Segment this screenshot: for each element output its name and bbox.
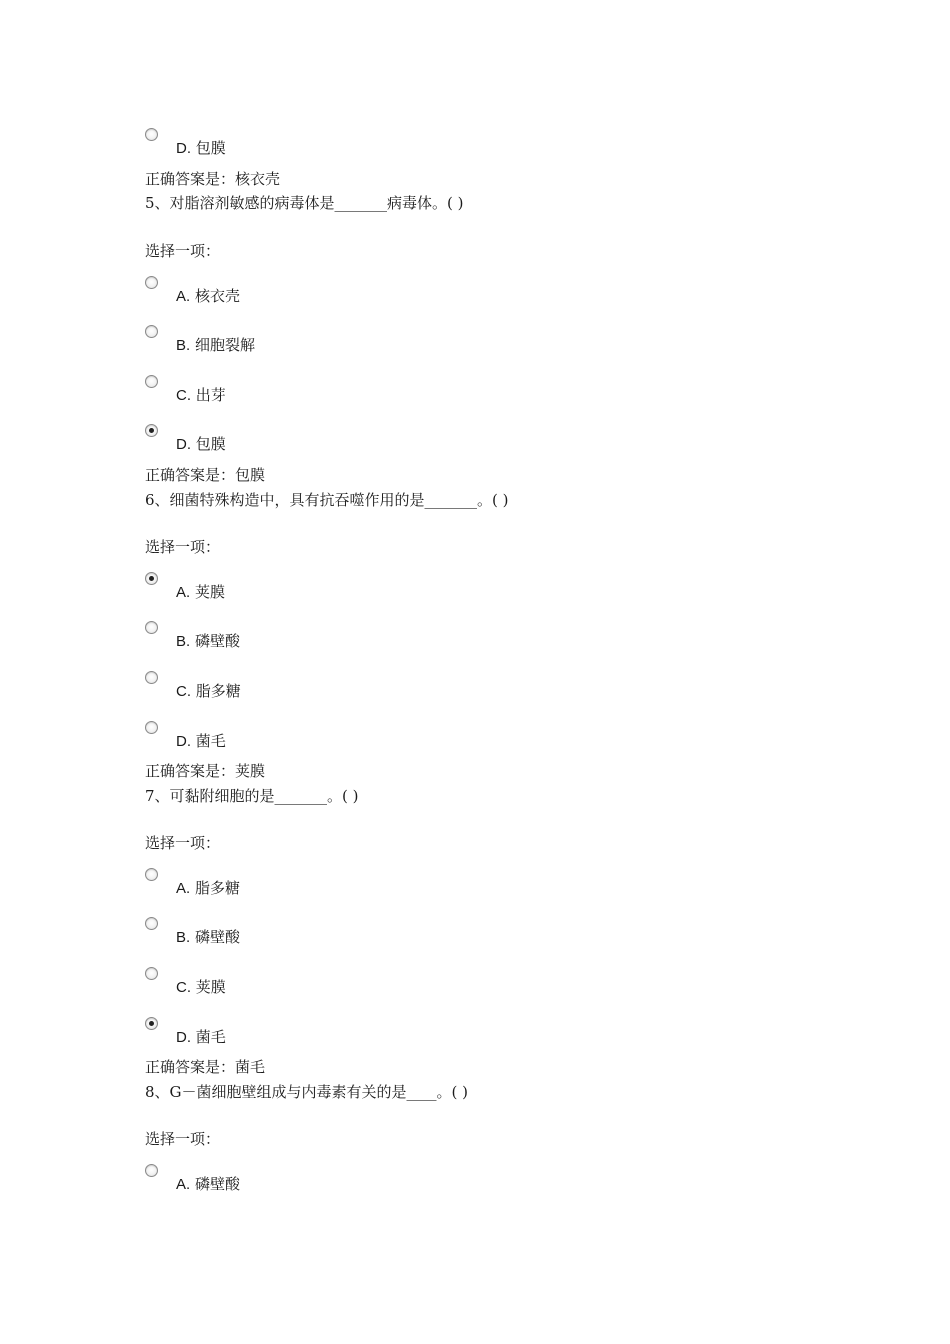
option-q5-b[interactable]	[0, 325, 950, 365]
option-q6-d[interactable]	[0, 721, 950, 761]
option-label: C. 脂多糖	[176, 682, 241, 700]
question-text: 7、可黏附细胞的是_______。( )	[145, 787, 359, 805]
option-q5-d[interactable]	[0, 424, 950, 464]
radio-button[interactable]	[145, 325, 158, 338]
radio-button[interactable]	[145, 917, 158, 930]
option-q7-b[interactable]	[0, 917, 950, 957]
radio-button[interactable]	[145, 424, 158, 437]
radio-button[interactable]	[145, 572, 158, 585]
option-label: A. 磷壁酸	[176, 1175, 240, 1193]
select-prompt: 选择一项：	[145, 538, 221, 556]
select-prompt: 选择一项：	[145, 834, 221, 852]
radio-button[interactable]	[145, 621, 158, 634]
option-label: D. 菌毛	[176, 1028, 226, 1046]
option-q7-d[interactable]	[0, 1017, 950, 1057]
option-label: D. 包膜	[176, 139, 226, 157]
correct-answer: 正确答案是：荚膜	[145, 762, 266, 780]
option-q7-a[interactable]	[0, 868, 950, 908]
select-prompt: 选择一项：	[145, 242, 221, 260]
radio-button[interactable]	[145, 868, 158, 881]
correct-answer: 正确答案是：包膜	[145, 466, 266, 484]
option-q6-c[interactable]	[0, 671, 950, 711]
option-q5-a[interactable]	[0, 276, 950, 316]
option-label: A. 核衣壳	[176, 287, 240, 305]
question-text: 6、细菌特殊构造中，具有抗吞噬作用的是_______。( )	[145, 491, 509, 509]
option-q6-a[interactable]	[0, 572, 950, 612]
correct-answer: 正确答案是：核衣壳	[145, 170, 281, 188]
question-text: 5、对脂溶剂敏感的病毒体是_______病毒体。( )	[145, 194, 464, 212]
option-label: B. 细胞裂解	[176, 336, 255, 354]
option-label: B. 磷壁酸	[176, 928, 240, 946]
option-label: C. 荚膜	[176, 978, 226, 996]
radio-button[interactable]	[145, 1017, 158, 1030]
radio-button[interactable]	[145, 721, 158, 734]
option-q5-c[interactable]	[0, 375, 950, 415]
option-q7-c[interactable]	[0, 967, 950, 1007]
option-label: C. 出芽	[176, 386, 226, 404]
question-text: 8、G－菌细胞壁组成与内毒素有关的是____。( )	[145, 1083, 468, 1101]
radio-button[interactable]	[145, 671, 158, 684]
option-q4-d[interactable]	[0, 128, 950, 168]
option-q8-a[interactable]	[0, 1164, 950, 1204]
radio-button[interactable]	[145, 375, 158, 388]
radio-button[interactable]	[145, 128, 158, 141]
radio-button[interactable]	[145, 276, 158, 289]
correct-answer: 正确答案是：菌毛	[145, 1058, 266, 1076]
radio-button[interactable]	[145, 967, 158, 980]
option-label: A. 脂多糖	[176, 879, 240, 897]
option-label: A. 荚膜	[176, 583, 225, 601]
option-label: D. 菌毛	[176, 732, 226, 750]
radio-button[interactable]	[145, 1164, 158, 1177]
select-prompt: 选择一项：	[145, 1130, 221, 1148]
option-q6-b[interactable]	[0, 621, 950, 661]
option-label: D. 包膜	[176, 435, 226, 453]
option-label: B. 磷壁酸	[176, 632, 240, 650]
